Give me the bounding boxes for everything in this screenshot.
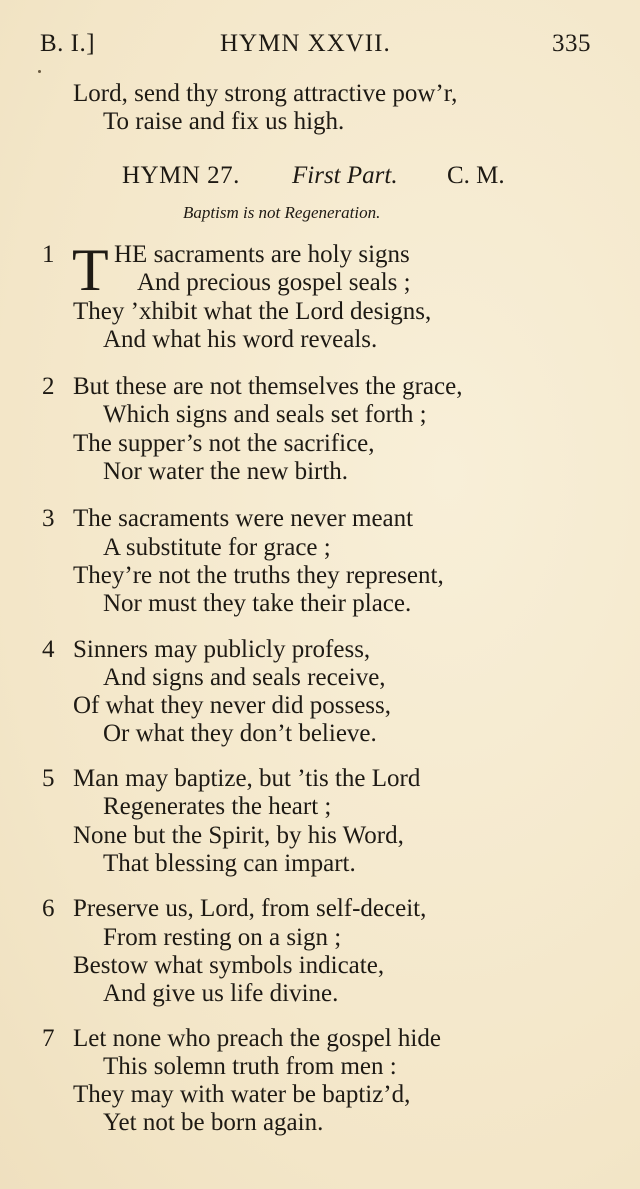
stanza-number: 6 [42, 895, 55, 922]
stanza-line: Let none who preach the gospel hide [73, 1025, 441, 1052]
running-header [0, 30, 640, 70]
hymn-meter: C. M. [447, 162, 505, 189]
stanza-line: Bestow what symbols indicate, [73, 952, 385, 979]
stanza-line: Yet not be born again. [103, 1109, 324, 1136]
stanza-line: And what his word reveals. [103, 326, 378, 353]
stanza-line: Nor water the new birth. [103, 458, 349, 485]
stanza-line: Nor must they take their place. [103, 590, 412, 617]
stanza-line: None but the Spirit, by his Word, [73, 822, 404, 849]
stanza-line: And signs and seals receive, [103, 664, 386, 691]
stanza-number: 2 [42, 373, 55, 400]
stanza-number: 3 [42, 505, 55, 532]
stanza-line: A substitute for grace ; [103, 534, 331, 561]
print-speck [38, 70, 41, 73]
drop-cap: T [72, 237, 109, 303]
stanza-line: They may with water be baptiz’d, [73, 1081, 411, 1108]
stanza-number: 5 [42, 765, 55, 792]
stanza-line: The supper’s not the sacrifice, [73, 430, 375, 457]
prev-line-1: Lord, send thy strong attractive pow’r, [73, 80, 458, 107]
stanza-number: 7 [42, 1025, 55, 1052]
stanza-line: The sacraments were never meant [73, 505, 414, 532]
stanza-line: They’re not the truths they represent, [73, 562, 444, 589]
stanza-line: From resting on a sign ; [103, 924, 342, 951]
stanza-line: That blessing can impart. [103, 850, 356, 877]
stanza-line: And give us life divine. [103, 980, 339, 1007]
stanza-line: Regenerates the heart ; [103, 793, 332, 820]
page-number: 335 [552, 30, 591, 57]
stanza-line: Of what they never did possess, [73, 692, 391, 719]
section-marker: B. I.] [40, 30, 96, 57]
prev-line-2: To raise and fix us high. [103, 108, 345, 135]
stanza-line: This solemn truth from men : [103, 1053, 397, 1080]
stanza-line: Or what they don’t believe. [103, 720, 377, 747]
stanza-line: Which signs and seals set forth ; [103, 401, 427, 428]
stanza-number: 4 [42, 636, 55, 663]
stanza-line: And precious gospel seals ; [137, 269, 411, 296]
stanza-line: Sinners may publicly profess, [73, 636, 371, 663]
stanza-line: But these are not themselves the grace, [73, 373, 463, 400]
stanza-line: They ’xhibit what the Lord designs, [73, 298, 432, 325]
hymn-part: First Part. [292, 162, 398, 189]
stanza-line: Preserve us, Lord, from self-deceit, [73, 895, 427, 922]
hymn-subtitle: Baptism is not Regeneration. [183, 203, 381, 222]
stanza-number: 1 [42, 241, 55, 268]
running-title: HYMN XXVII. [220, 30, 391, 57]
stanza-line: HE sacraments are holy signs [114, 241, 410, 268]
stanza-line: Man may baptize, but ’tis the Lord [73, 765, 421, 792]
hymn-number: HYMN 27. [122, 162, 240, 189]
